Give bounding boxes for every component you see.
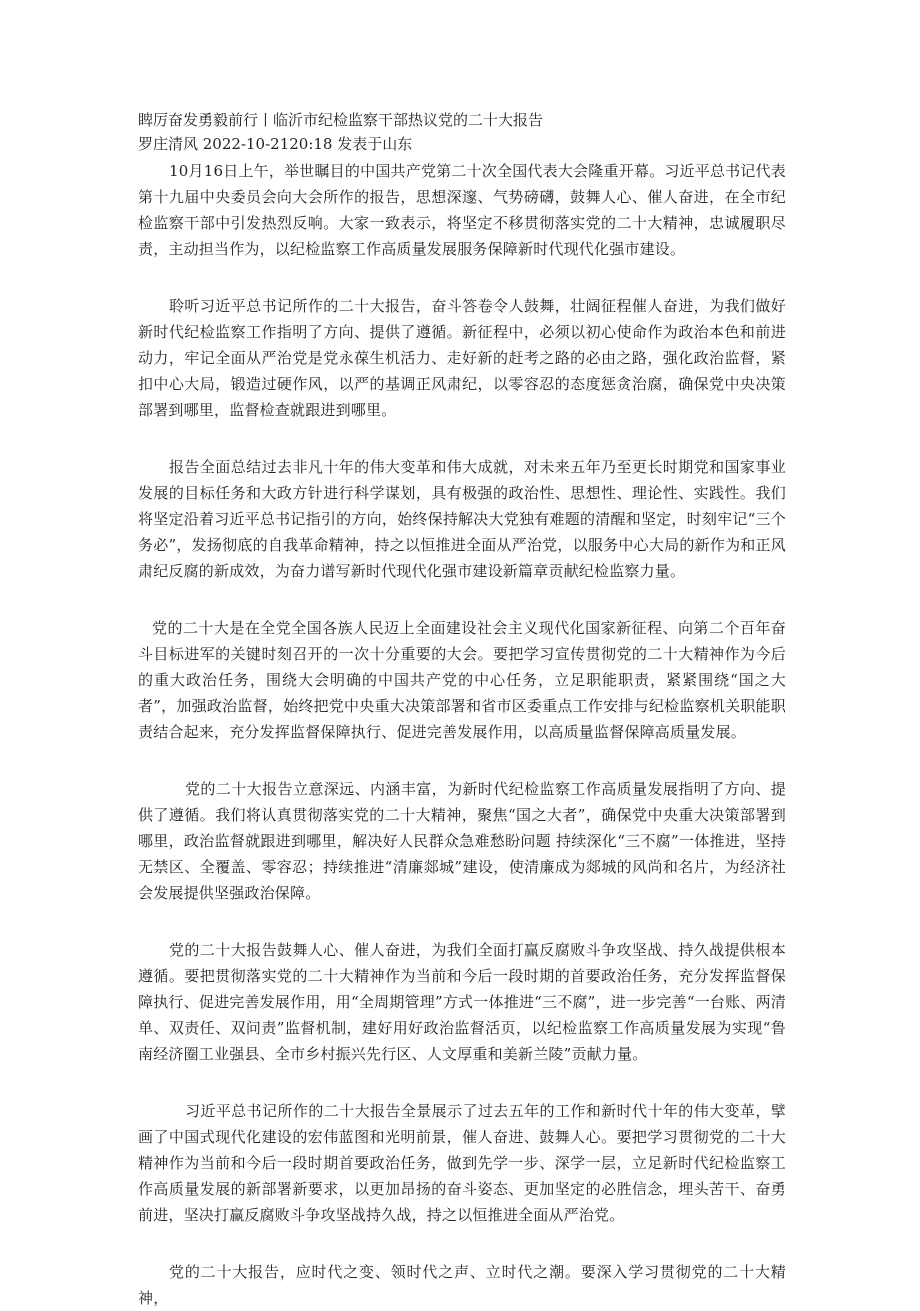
paragraph-4: 党的二十大是在全党全国各族人民迈上全面建设社会主义现代化国家新征程、向第二个百年奋斗目标进军的关键时刻召开的一次十分重要的大会。要把学习宣传贯彻党的二十大精神作为今后的重大政治任务，围绕大会明确的中国共产党的中心任务，立足职能职责，紧紧围绕“国之大者”，加强政治监督，始终把党中央重大决策部署和省市区委重点工作安排与纪检监察机关职能职责结合起来，充分发挥监督保障执行、促进完善发展作用，以高质量监督保障高质量发展。 bbox=[138, 619, 786, 741]
article-title: 睥厉奋发勇毅前行丨临沂市纪检监察干部热议党的二十大报告 bbox=[138, 111, 544, 129]
article-page bbox=[138, 108, 786, 1307]
paragraph-7: 习近平总书记所作的二十大报告全景展示了过去五年的工作和新时代十年的伟大变革，擘画了中国式现代化建设的宏伟蓝图和光明前景，催人奋进、鼓舞人心。要把学习贯彻党的二十大精神作为当前和今后一段时期首要政治任务，做到先学一步、深学一层，立足新时代纪检监察工作高质量发展的新部署新要求，以更加昂扬的奋斗姿态、更加坚定的必胜信念，埋头苦干、奋勇前进，坚决打赢反腐败斗争攻坚战持久战，持之以恒推进全面从严治党。 bbox=[138, 1102, 786, 1224]
paragraph-2: 聆听习近平总书记所作的二十大报告，奋斗答卷令人鼓舞，壮阔征程催人奋进，为我们做好新时代纪检监察工作指明了方向、提供了遵循。新征程中，必须以初心使命作为政治本色和前进动力，牢记全面从严治党是党永葆生机活力、走好新的赶考之路的必由之路，强化政治监督，紧扣中心大局，锻造过硬作风，以严的基调正风肃纪，以零容忍的态度惩贪治腐，确保党中央决策部署到哪里，监督检查就跟进到哪里。 bbox=[138, 297, 786, 419]
paragraph-6: 党的二十大报告鼓舞人心、催人奋进，为我们全面打赢反腐败斗争攻坚战、持久战提供根本遵循。要把贯彻落实党的二十大精神作为当前和今后一段时期的首要政治任务，充分发挥监督保障执行、促进完善发展作用，用“全周期管理”方式一体推进“三不腐”，进一步完善“一台账、两清单、双责任、双问责”监督机制，建好用好政治监督活页，以纪检监察工作高质量发展为实现“鲁南经济圈工业强县、全市乡村振兴先行区、人文厚重和美新兰陵”贡献力量。 bbox=[138, 941, 786, 1063]
paragraph-8: 党的二十大报告，应时代之变、领时代之声、立时代之潮。要深入学习贯彻党的二十大精神， bbox=[138, 1263, 786, 1307]
paragraph-1: 10月16日上午，举世瞩目的中国共产党第二十次全国代表大会隆重开幕。习近平总书记代表第十九届中央委员会向大会所作的报告，思想深邃、气势磅礴，鼓舞人心、催人奋进，在全市纪检监察干部中引发热烈反响。大家一致表示，将坚定不移贯彻落实党的二十大精神，忠诚履职尽责，主动担当作为，以纪检监察工作高质量发展服务保障新时代现代化强市建设。 bbox=[138, 162, 786, 258]
article-meta: 罗庄清风 2022-10-2120:18 发表于山东 bbox=[138, 135, 413, 153]
paragraph-5: 党的二十大报告立意深远、内涵丰富，为新时代纪检监察工作高质量发展指明了方向、提供了遵循。我们将认真贯彻落实党的二十大精神，聚焦“国之大者”，确保党中央重大决策部署到哪里，政治监督就跟进到哪里，解决好人民群众急难愁盼问题 持续深化“三不腐”一体推进，坚持无禁区、全覆盖、零容忍；持续推进“清廉郯城”建设，使清廉成为郯城的风尚和名片，为经济社会发展提供坚强政治保障。 bbox=[138, 780, 786, 902]
paragraph-3: 报告全面总结过去非凡十年的伟大变革和伟大成就，对未来五年乃至更长时期党和国家事业发展的目标任务和大政方针进行科学谋划，具有极强的政治性、思想性、理论性、实践性。我们将坚定沿着习近平总书记指引的方向，始终保持解决大党独有难题的清醒和坚定，时刻牢记“三个务必”，发扬彻底的自我革命精神，持之以恒推进全面从严治党，以服务中心大局的新作为和正风肃纪反腐的新成效，为奋力谱写新时代现代化强市建设新篇章贡献纪检监察力量。 bbox=[138, 458, 786, 580]
